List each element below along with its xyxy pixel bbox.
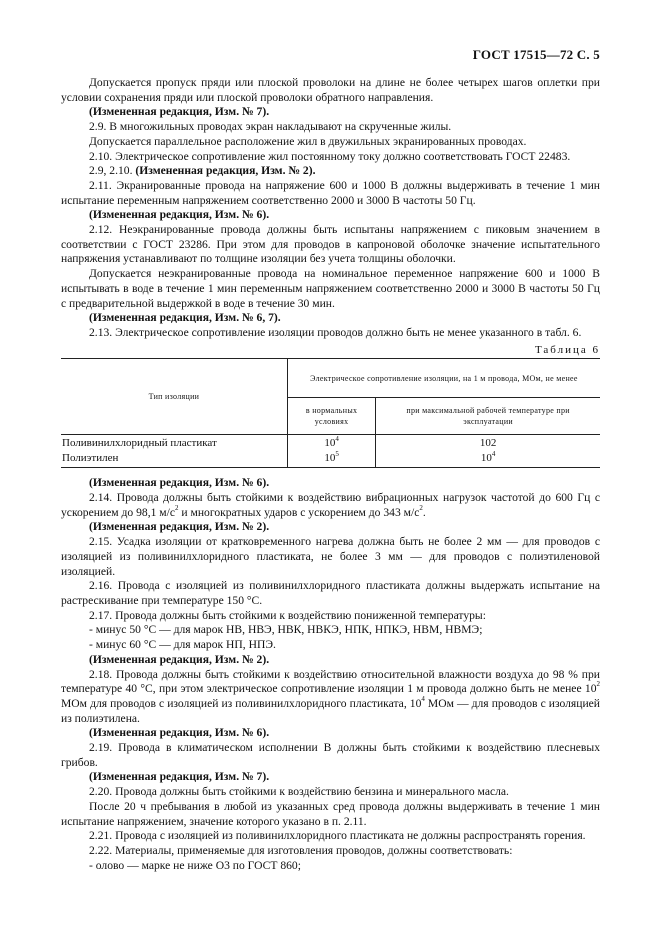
paragraph: 2.17. Провода должны быть стойкими к воздействию пониженной температуры: [89,608,486,622]
paragraph: 2.21. Провода с изоляцией из поливинилхлоридного пластиката не должны распространять горения. [89,829,586,843]
amendment-note: (Измененная редакция, Изм. № 2). [89,520,270,534]
table-caption: Таблица 6 [534,343,600,356]
amendment-note: (Измененная редакция, Изм. № 6). [89,476,270,490]
paragraph: 2.22. Материалы, применяемые для изготовления проводов, должны соответствовать: [89,843,513,857]
col-header-max: при максимальной рабочей температуре при эксплуатации [376,398,600,435]
cell-type: Поливинилхлоридный пластикат [62,437,217,450]
paragraph: Допускается пропуск пряди или плоской проволоки на длине не более четырех шагов оплетки при условии сохранения пряди или плоской проволоки обратного направления. [61,76,600,104]
paragraph: 2.14. Провода должны быть стойкими к воздействию вибрационных нагрузок частотой до 600 Гц с ускорением до 98,1 $м/с^2$ и многократных ударов с ускорением до 343 $м/с^2$. [61,491,600,519]
amendment-note: (Измененная редакция, Изм. № 7). [89,105,270,119]
cell-max: $10^4$ [376,451,600,468]
paragraph: Допускается параллельное расположение жил в двужильных экранированных проводах. [89,134,527,148]
cell-normal: $10^5$ [287,451,375,468]
list-item: - минус 60 °С — для марок НП, НПЭ. [89,638,276,652]
list-item: - олово — марке не ниже О3 по ГОСТ 860; [89,858,301,872]
amendment-note: (Измененная редакция, Изм. № 2). [135,164,316,178]
col-header-group: Электрическое сопротивление изоляции, на 1 м провода, МОм, не менее [287,359,600,398]
paragraph: После 20 ч пребывания в любой из указанных сред провода должны выдерживать в течение 1 мин испытание напряжением, значение которого указано в п. 2.11. [61,799,600,828]
table-row [61,435,600,452]
paragraph: 2.19. Провода в климатическом исполнении В должны быть стойкими к воздействию плесневых грибов. [61,741,600,769]
table-row [61,451,600,468]
paragraph: 2.10. Электрическое сопротивление жил постоянному току должно соответствовать ГОСТ 22483. [89,149,571,163]
amendment-note: (Измененная редакция, Изм. № 6). [89,726,270,740]
list-item: - минус 50 °С — для марок НВ, НВЭ, НВК, НВКЭ, НПК, НПКЭ, НВМ, НВМЭ; [89,623,483,637]
paragraph: 2.18. Провода должны быть стойкими к воздействию относительной влажности воздуха до 98 % при температуре 40 °С, при этом электрическое сопротивление изоляции 1 м провода должно быть не менее $10^2$ МОм для проводов с изоляцией из поливинилхлоридного пластиката, $10^4$ МОм — для проводов с изоляцией из полиэтилена. [61,667,600,725]
paragraph: 2.12. Неэкранированные провода должны быть испытаны напряжением с пиковым значением в соответствии с ГОСТ 23286. При этом для проводов в капроновой оболочке значение испытательного напряжения устанавливают по толщине изоляции без учета толщины оболочки. [61,223,600,266]
col-header-normal: в нормальных условиях [287,398,375,435]
paragraph: 2.9. В многожильных проводах экран накладывают на скрученные жилы. [89,120,452,134]
document-body [61,76,600,873]
table-header-row [61,359,600,398]
amendment-note: (Измененная редакция, Изм. № 7). [89,770,270,784]
cell-type: Полиэтилен [61,451,287,468]
paragraph: 2.16. Провода с изоляцией из поливинилхлоридного пластиката должны выдержать испытание на растрескивание при температуре 150 °С. [61,579,600,607]
paragraph [61,164,600,179]
col-header-type: Тип изоляции [61,359,287,435]
clause-ref: 2.9, 2.10. [89,164,133,178]
amendment-note: (Измененная редакция, Изм. № 6, 7). [89,311,281,325]
cell-max: 102 [376,435,600,452]
amendment-note: (Измененная редакция, Изм. № 6). [89,208,270,222]
paragraph: Допускается неэкранированные провода на номинальное переменное напряжение 600 и 1000 В испытывать в воде в течение 1 мин переменным напряжением соответственно 2000 и 3000 В частоты 50 Гц с предварительной выдержкой в воде в течение 30 мин. [61,267,600,310]
page-header: ГОСТ 17515—72 С. 5 [472,47,600,62]
paragraph: 2.11. Экранированные провода на напряжение 600 и 1000 В должны выдерживать в течение 1 мин испытание переменным напряжением соответственно 2000 и 3000 В частоты 50 Гц. [61,178,600,207]
paragraph: 2.20. Провода должны быть стойкими к воздействию бензина и минерального масла. [89,785,509,799]
cell-normal: $10^4$ [287,435,375,452]
paragraph: 2.15. Усадка изоляции от кратковременного нагрева должна быть не более 2 мм — для проводов с изоляцией из поливинилхлоридного пластиката, не более 3 мм — для проводов с полиэтиленовой изоляцией. [61,535,600,578]
resistance-table [61,358,600,468]
paragraph: 2.13. Электрическое сопротивление изоляции проводов должно быть не менее указанного в табл. 6. [89,325,582,339]
amendment-note: (Измененная редакция, Изм. № 2). [89,652,270,666]
